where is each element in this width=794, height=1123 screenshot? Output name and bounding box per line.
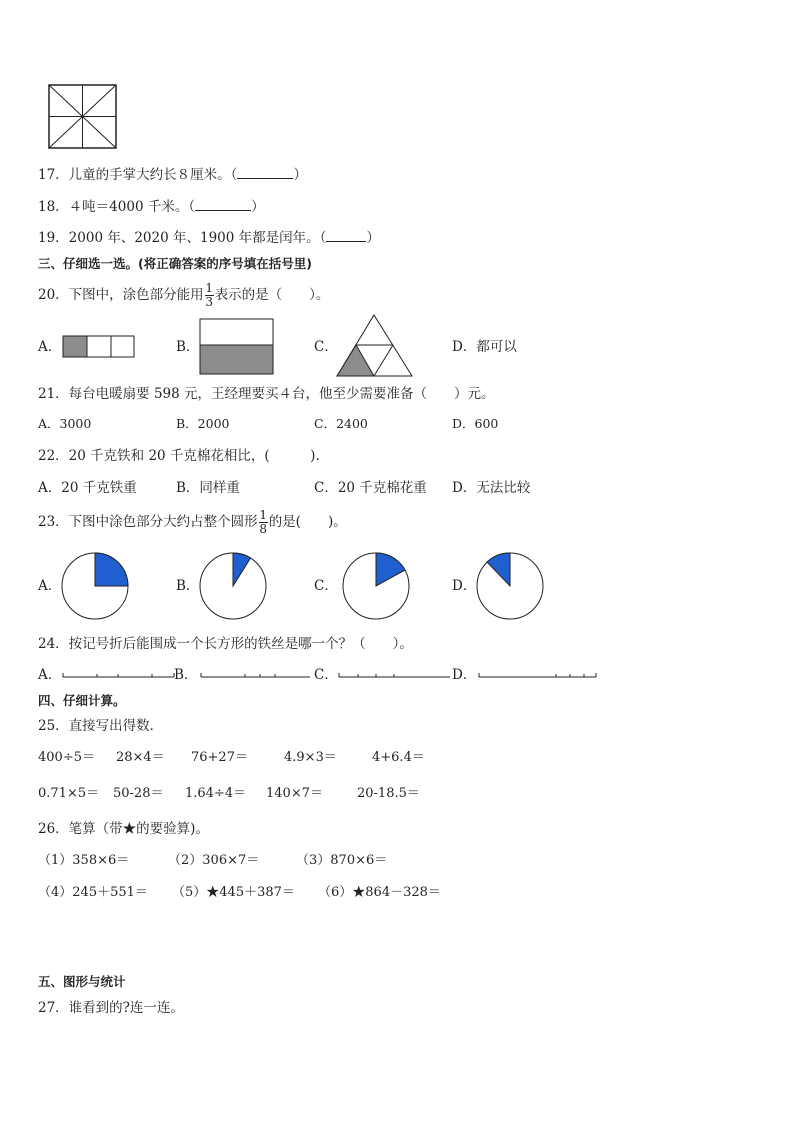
q25-item: 28×4＝ (116, 750, 165, 765)
q22-option-d[interactable]: D．无法比较 (452, 480, 531, 496)
answer-blank[interactable] (237, 166, 293, 179)
q24-option-c-wire (338, 670, 452, 680)
section-5-heading: 五、图形与统计 (38, 974, 126, 989)
q20-option-c-figure (336, 314, 416, 378)
q20-option-d[interactable]: D．都可以 (452, 339, 517, 355)
q23-option-a-circle (61, 552, 131, 622)
question-18: 18．４吨＝4000 千米。（ ） (38, 199, 265, 215)
q21-option-c[interactable]: C．2400 (314, 416, 368, 431)
q24-option-b-wire (200, 670, 312, 680)
question-24: 24．按记号折后能围成一个长方形的铁丝是哪一个？（ ）。 (38, 636, 413, 652)
q26-item: （2）306×7＝ (168, 853, 260, 868)
q24-option-a-wire (62, 670, 176, 680)
q25-item: 1.64÷4＝ (185, 786, 247, 801)
q24-option-b-label[interactable]: B． (174, 667, 198, 683)
q25-item: 20-18.5＝ (357, 786, 420, 801)
q20-option-a-figure (62, 335, 136, 359)
q24-option-c-label[interactable]: C． (314, 667, 338, 683)
question-26: 26．笔算（带★的要验算)。 (38, 821, 209, 837)
q20-option-b-label[interactable]: B． (176, 339, 200, 355)
question-21: 21．每台电暖扇要 598 元，王经理要买４台，他至少需要准备（ ）元。 (38, 386, 495, 402)
q23-option-d-circle (476, 552, 546, 622)
q23-option-b-label[interactable]: B． (176, 578, 200, 594)
q23-option-d-label[interactable]: D． (452, 578, 477, 594)
section-3-heading: 三、仔细选一选。(将正确答案的序号填在括号里) (38, 256, 312, 271)
q22-option-a[interactable]: A．20 千克铁重 (38, 480, 137, 496)
q22-option-c[interactable]: C．20 千克棉花重 (314, 480, 427, 496)
q25-item: 76+27＝ (191, 750, 248, 765)
fraction-one-third: $\frac{1}{3}$ (205, 281, 213, 309)
q25-item: 400÷5＝ (38, 750, 95, 765)
question-17: 17．儿童的手掌大约长８厘米。（ ） (38, 167, 307, 183)
q24-option-d-label[interactable]: D． (452, 667, 477, 683)
q26-item: （3）870×6＝ (296, 853, 388, 868)
q21-option-d[interactable]: D．600 (452, 416, 499, 431)
question-20: 20．下图中，涂色部分能用 $\frac{1}{3}$ 表示的是（ ）。 (38, 281, 330, 309)
q21-option-b[interactable]: B．2000 (176, 416, 230, 431)
section-4-heading: 四、仔细计算。 (38, 693, 126, 708)
answer-blank[interactable] (326, 229, 366, 242)
q21-option-a[interactable]: A．3000 (38, 416, 92, 431)
q23-option-c-circle (342, 552, 412, 622)
q20-option-c-label[interactable]: C． (314, 339, 338, 355)
answer-blank[interactable] (195, 198, 251, 211)
q25-item: 4+6.4＝ (372, 750, 425, 765)
question-27: 27．谁看到的?连一连。 (38, 1000, 184, 1016)
q26-item: （4）245＋551＝ (38, 885, 148, 900)
divided-square-figure (48, 84, 118, 150)
question-19: 19．2000 年、2020 年、1900 年都是闰年。（ ） (38, 230, 380, 246)
q25-item: 140×7＝ (266, 786, 323, 801)
q24-option-d-wire (478, 670, 600, 680)
question-23: 23．下图中涂色部分大约占整个圆形 $\frac{1}{8}$ 的是( )。 (38, 508, 347, 536)
q20-option-a-label[interactable]: A． (38, 339, 62, 355)
q26-item: （1）358×6＝ (38, 853, 130, 868)
q22-option-b[interactable]: B．同样重 (176, 480, 240, 496)
q26-item: （5）★445＋387＝ (172, 885, 295, 900)
q24-option-a-label[interactable]: A． (38, 667, 62, 683)
q25-item: 0.71×5＝ (38, 786, 100, 801)
q25-item: 4.9×3＝ (284, 750, 337, 765)
q23-option-a-label[interactable]: A． (38, 578, 62, 594)
q20-option-b-figure (199, 318, 275, 376)
question-22: 22．20 千克铁和 20 千克棉花相比，( ). (38, 448, 320, 464)
q23-option-b-circle (199, 552, 269, 622)
fraction-one-eighth: $\frac{1}{8}$ (259, 508, 267, 536)
q26-item: （6）★864－328＝ (318, 885, 441, 900)
q23-option-c-label[interactable]: C． (314, 578, 338, 594)
q25-item: 50-28＝ (113, 786, 164, 801)
question-25: 25．直接写出得数． (38, 718, 164, 734)
